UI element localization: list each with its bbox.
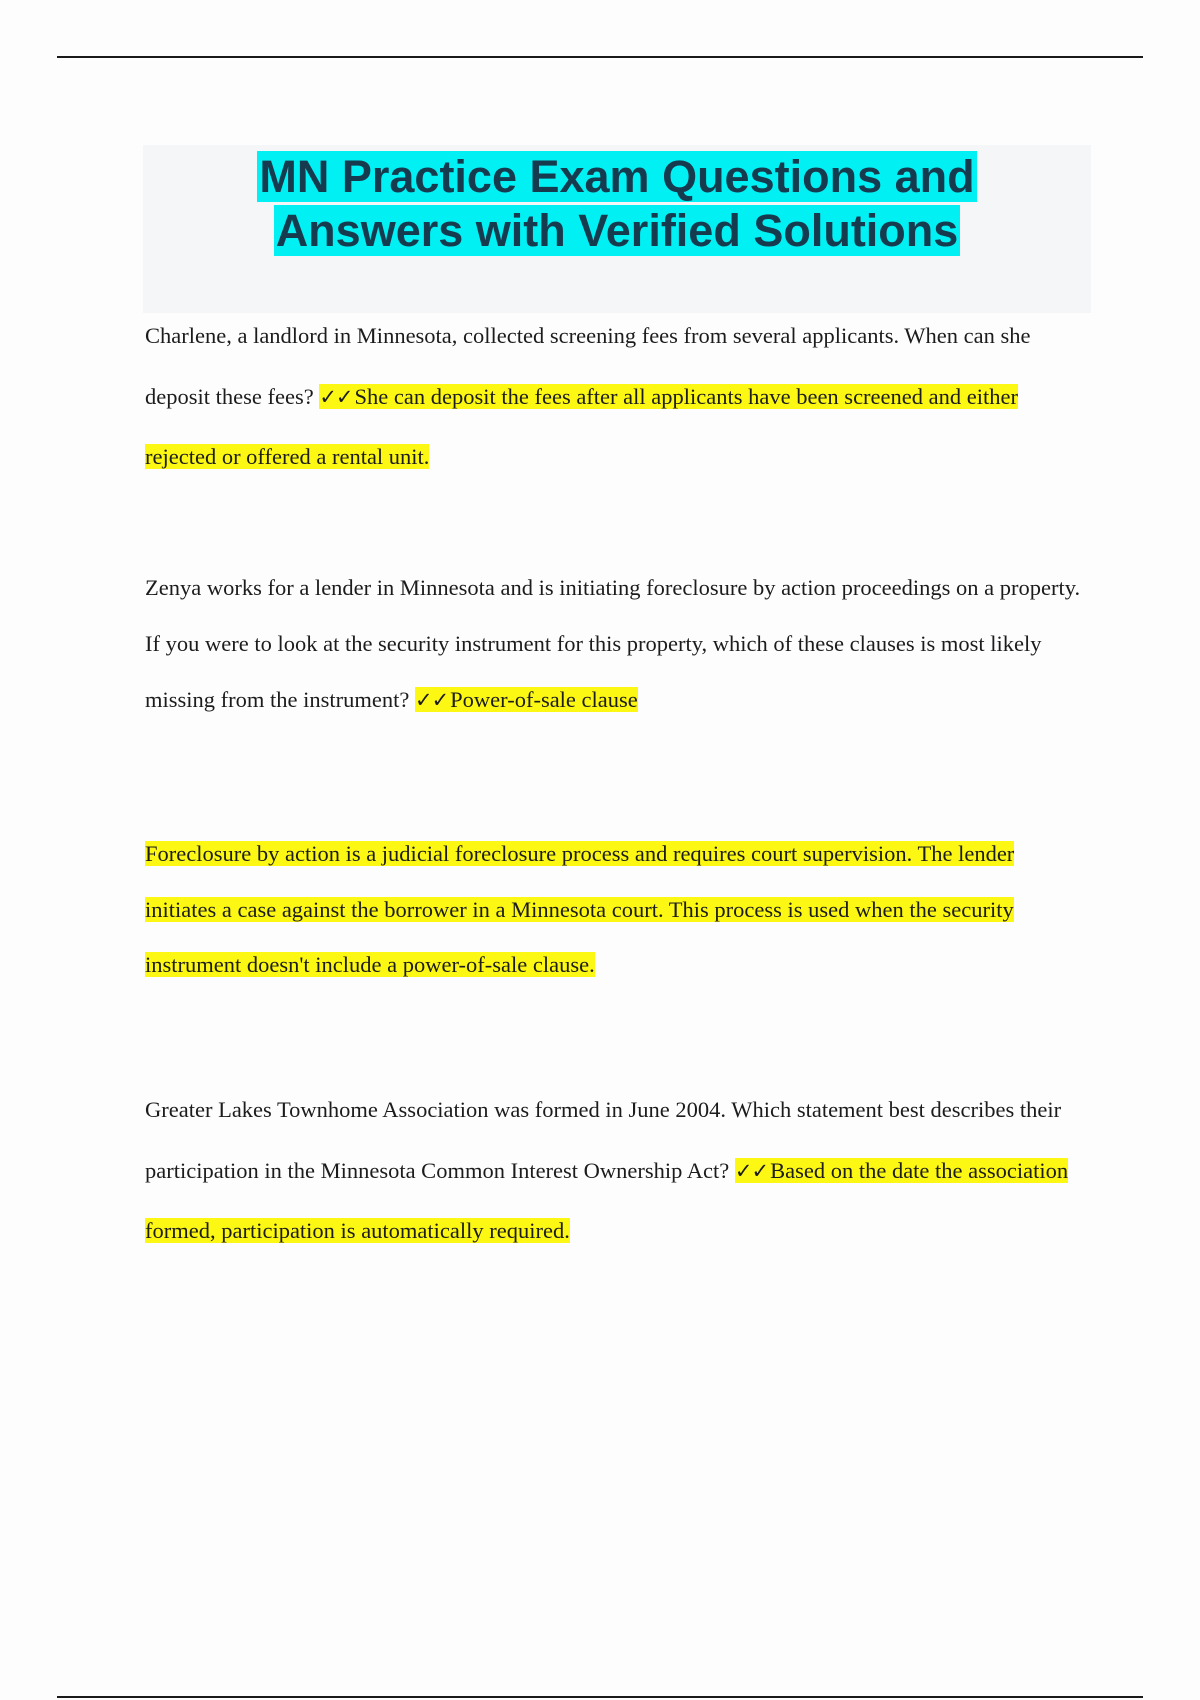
answer-3-text: Based on the date the association formed, participation is automatically required.	[145, 1157, 1069, 1243]
title-line-1: MN Practice Exam Questions and	[259, 151, 975, 202]
check-icon: ✓✓	[734, 1158, 769, 1183]
answer-1-text: She can deposit the fees after all applicants have been screened and either rejected or offered a rental unit.	[145, 383, 1018, 469]
answer-2-text: Power-of-sale clause	[450, 687, 638, 712]
explanation-2-text: Foreclosure by action is a judicial foreclosure process and requires court supervision. The lender initiates a case against the borrower in a Minnesota court. This process is used when the security instrument doesn't include a power-of-sale clause.	[145, 841, 1015, 977]
question-2	[145, 560, 1091, 728]
title-block	[143, 145, 1091, 313]
question-3	[145, 1080, 1091, 1262]
check-icon: ✓✓	[414, 688, 449, 712]
question-1-text: Charlene, a landlord in Minnesota, collected screening fees from several applicants. When can she deposit these fees?	[145, 323, 1031, 409]
title-line-2: Answers with Verified Solutions	[275, 205, 959, 256]
document-title	[143, 145, 1091, 258]
answer-2	[415, 687, 638, 712]
check-icon: ✓✓	[319, 384, 353, 409]
top-rule	[57, 56, 1143, 58]
question-2-text: Zenya works for a lender in Minnesota and is initiating foreclosure by action proceedings on a property. If you were to look at the security instrument for this property, which of these clauses is most likely missing from the instrument?	[145, 575, 1081, 712]
explanation-2	[145, 826, 1091, 993]
question-3-text: Greater Lakes Townhome Association was formed in June 2004. Which statement best describes their participation in the Minnesota Common Interest Ownership Act?	[145, 1097, 1062, 1183]
question-1	[145, 306, 1091, 488]
bottom-rule	[57, 1696, 1143, 1698]
